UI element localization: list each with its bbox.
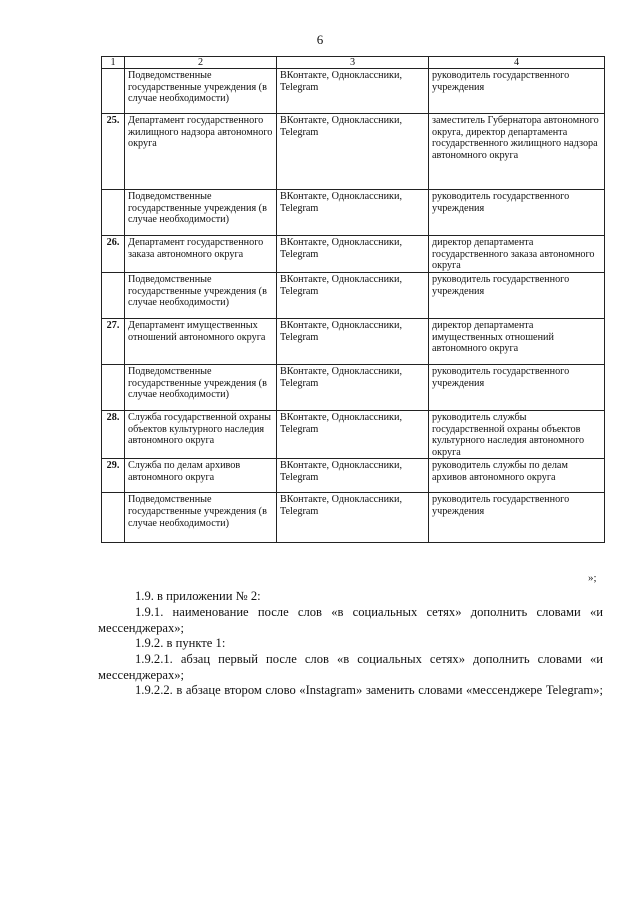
- table-row: [102, 69, 605, 114]
- responsible-cell: директор департамента государственного заказа автономного округа: [429, 236, 605, 273]
- table-header-row: [102, 57, 605, 69]
- paragraph-1-9-2-1: 1.9.2.1. абзац первый после слов «в социальных сетях» дополнить словами «и мессенджерах»;: [98, 652, 603, 682]
- networks-cell: ВКонтакте, Одноклассники, Telegram: [277, 114, 429, 190]
- networks-cell: ВКонтакте, Одноклассники, Telegram: [277, 69, 429, 114]
- networks-cell: ВКонтакте, Одноклассники, Telegram: [277, 273, 429, 319]
- row-number: [102, 190, 125, 236]
- page-number: 6: [316, 32, 324, 47]
- table-row: [102, 319, 605, 365]
- column-header: 4: [429, 57, 605, 69]
- paragraph-1-9-1: 1.9.1. наименование после слов «в социальных сетях» дополнить словами «и мессенджерах»;: [98, 605, 603, 635]
- responsible-cell: руководитель государственного учреждения: [429, 190, 605, 236]
- social-networks-table: [101, 56, 605, 543]
- row-number: 28.: [102, 411, 125, 459]
- row-number: [102, 69, 125, 114]
- responsible-cell: руководитель государственного учреждения: [429, 69, 605, 114]
- networks-cell: ВКонтакте, Одноклассники, Telegram: [277, 459, 429, 493]
- networks-cell: ВКонтакте, Одноклассники, Telegram: [277, 493, 429, 543]
- row-number: 25.: [102, 114, 125, 190]
- organization-cell: Департамент государственного жилищного надзора автономного округа: [125, 114, 277, 190]
- organization-cell: Подведомственные государственные учреждения (в случае необходимости): [125, 273, 277, 319]
- row-number: 29.: [102, 459, 125, 493]
- table-row: [102, 114, 605, 190]
- row-number: [102, 273, 125, 319]
- table-row: [102, 493, 605, 543]
- paragraph-1-9-2: 1.9.2. в пункте 1:: [135, 636, 226, 650]
- responsible-cell: заместитель Губернатора автономного округа, директор департамента государственного жилищного надзора автономного округа: [429, 114, 605, 190]
- table-row: [102, 365, 605, 411]
- responsible-cell: руководитель государственного учреждения: [429, 365, 605, 411]
- responsible-cell: руководитель службы по делам архивов автономного округа: [429, 459, 605, 493]
- organization-cell: Департамент государственного заказа автономного округа: [125, 236, 277, 273]
- networks-cell: ВКонтакте, Одноклассники, Telegram: [277, 365, 429, 411]
- column-header: 2: [125, 57, 277, 69]
- organization-cell: Служба государственной охраны объектов культурного наследия автономного округа: [125, 411, 277, 459]
- row-number: [102, 365, 125, 411]
- networks-cell: ВКонтакте, Одноклассники, Telegram: [277, 319, 429, 365]
- table-body: [102, 57, 605, 543]
- organization-cell: Подведомственные государственные учреждения (в случае необходимости): [125, 493, 277, 543]
- row-number: [102, 493, 125, 543]
- table-row: [102, 190, 605, 236]
- table-row: [102, 273, 605, 319]
- table-row: [102, 459, 605, 493]
- table-row: [102, 411, 605, 459]
- row-number: 26.: [102, 236, 125, 273]
- column-header: 1: [102, 57, 125, 69]
- networks-cell: ВКонтакте, Одноклассники, Telegram: [277, 236, 429, 273]
- row-number: 27.: [102, 319, 125, 365]
- organization-cell: Департамент имущественных отношений автономного округа: [125, 319, 277, 365]
- responsible-cell: руководитель государственного учреждения: [429, 493, 605, 543]
- organization-cell: Служба по делам архивов автономного округа: [125, 459, 277, 493]
- organization-cell: Подведомственные государственные учреждения (в случае необходимости): [125, 69, 277, 114]
- responsible-cell: директор департамента имущественных отношений автономного округа: [429, 319, 605, 365]
- table-closing-quote: »;: [588, 572, 597, 584]
- column-header: 3: [277, 57, 429, 69]
- responsible-cell: руководитель государственного учреждения: [429, 273, 605, 319]
- networks-cell: ВКонтакте, Одноклассники, Telegram: [277, 411, 429, 459]
- organization-cell: Подведомственные государственные учреждения (в случае необходимости): [125, 365, 277, 411]
- paragraph-1-9: 1.9. в приложении № 2:: [135, 589, 261, 603]
- organization-cell: Подведомственные государственные учреждения (в случае необходимости): [125, 190, 277, 236]
- networks-cell: ВКонтакте, Одноклассники, Telegram: [277, 190, 429, 236]
- paragraph-1-9-2-2: 1.9.2.2. в абзаце втором слово «Instagram» заменить словами «мессенджере Telegram»;: [135, 683, 603, 697]
- table-row: [102, 236, 605, 273]
- responsible-cell: руководитель службы государственной охраны объектов культурного наследия автономного округа: [429, 411, 605, 459]
